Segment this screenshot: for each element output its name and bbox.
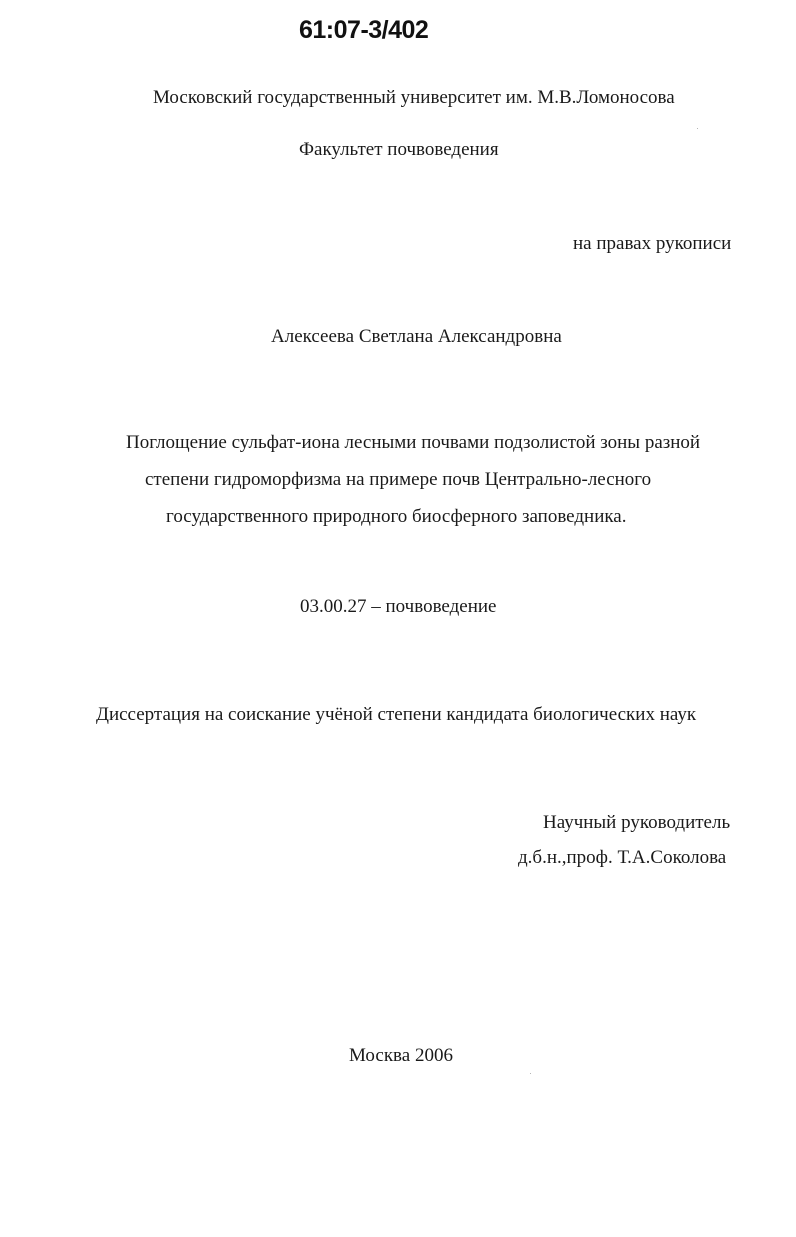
author-name: Алексеева Светлана Александровна (271, 326, 562, 347)
scan-speck (530, 1073, 531, 1074)
specialty-code: 03.00.27 – почвоведение (300, 596, 497, 617)
supervisor-label: Научный руководитель (543, 812, 731, 833)
scan-speck (697, 128, 698, 129)
archive-stamp-code: 61:07-3/402 (299, 16, 429, 44)
thesis-title-line-2: степени гидроморфизма на примере почв Центрально-лесного (145, 469, 652, 490)
thesis-title-line-3: государственного природного биосферного заповедника. (166, 506, 627, 527)
degree-statement: Диссертация на соискание учёной степени кандидата биологических наук (96, 704, 697, 725)
university-name: Московский государственный университет им. М.В.Ломоносова (153, 87, 675, 108)
manuscript-note: на правах рукописи (573, 233, 732, 254)
thesis-title-line-1: Поглощение сульфат-иона лесными почвами подзолистой зоны разной (126, 432, 701, 453)
city-year: Москва 2006 (349, 1045, 453, 1066)
faculty-name: Факультет почвоведения (299, 139, 499, 160)
supervisor-name: д.б.н.,проф. Т.А.Соколова (518, 847, 727, 868)
